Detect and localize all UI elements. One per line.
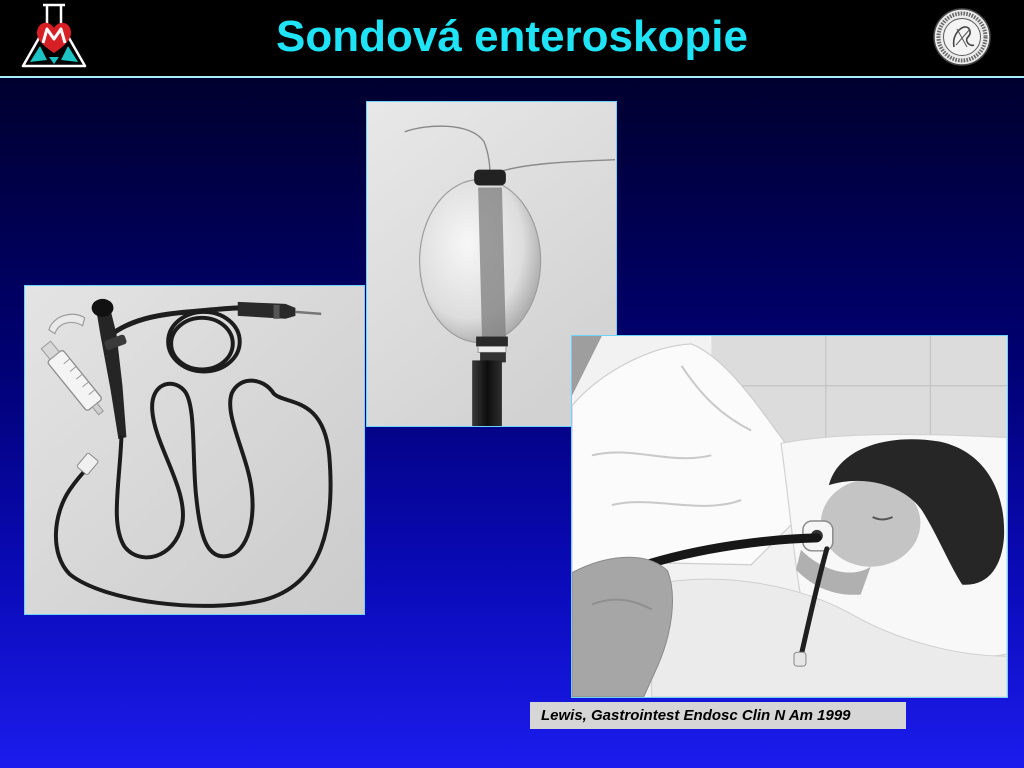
balloon-collar <box>476 337 508 363</box>
hanging-tube-tip <box>794 652 806 666</box>
patient-procedure-photo <box>571 335 1008 698</box>
citation-caption: Lewis, Gastrointest Endosc Clin N Am 1999 <box>530 702 906 729</box>
balloon-tip-cap <box>474 170 506 186</box>
university-seal-icon <box>932 7 992 67</box>
endoscope-shaft <box>472 360 502 426</box>
enteroscope-instrument-photo <box>24 285 365 615</box>
inner-tube <box>478 187 506 340</box>
header-divider <box>0 76 1024 78</box>
page-title: Sondová enteroskopie <box>276 12 748 61</box>
